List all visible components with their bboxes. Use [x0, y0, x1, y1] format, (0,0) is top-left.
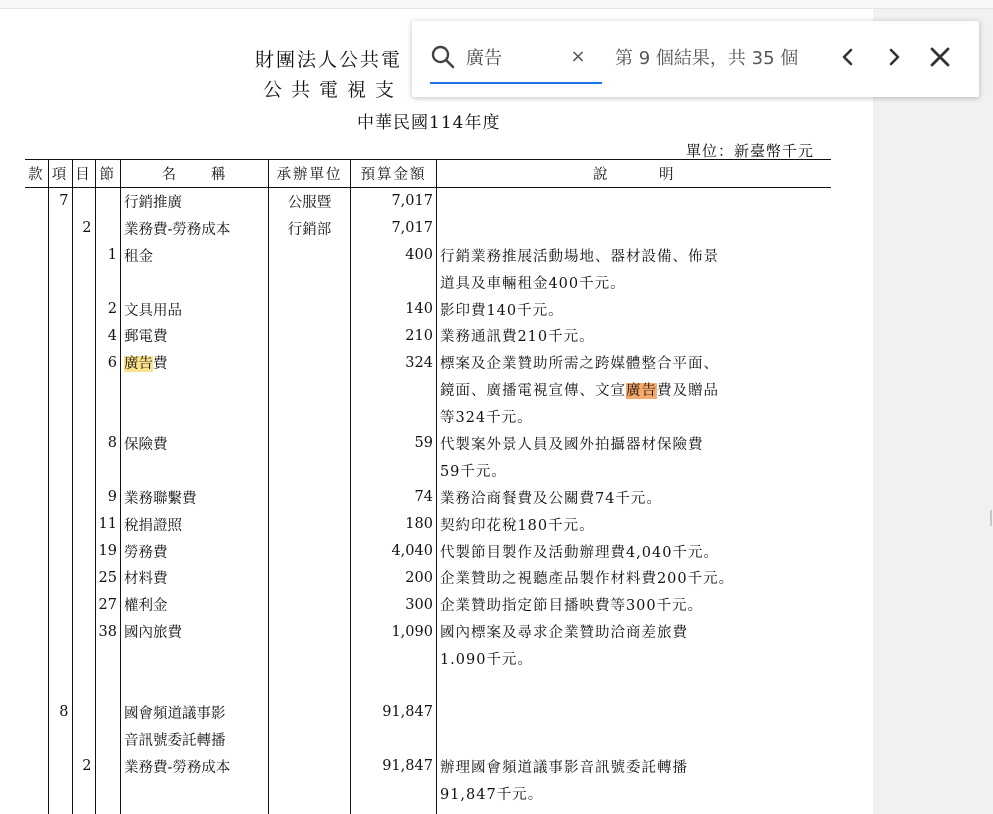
cell-desc: 業務通訊費210千元。	[436, 322, 831, 349]
cell-mu	[72, 242, 95, 269]
cell-jie	[95, 672, 120, 699]
cell-xiang: 8	[48, 699, 72, 726]
cell-jie: 27	[95, 591, 120, 618]
cell-kuan	[25, 726, 48, 753]
cell-name	[120, 403, 268, 430]
cell-amount	[350, 269, 436, 296]
scrollbar-marker[interactable]	[990, 510, 992, 526]
cell-xiang	[48, 430, 72, 457]
cell-desc	[436, 726, 831, 753]
cell-xiang	[48, 457, 72, 484]
cell-mu	[72, 322, 95, 349]
cell-jie: 2	[95, 296, 120, 323]
cell-dept	[268, 403, 350, 430]
budget-table	[25, 159, 831, 814]
cell-kuan	[25, 645, 48, 672]
desc-text: 費及贈品	[656, 383, 719, 400]
header-jie: 節	[95, 160, 120, 188]
cell-desc	[436, 672, 831, 699]
table-row	[25, 538, 831, 565]
cell-xiang	[48, 242, 72, 269]
clear-icon[interactable]: ×	[570, 46, 586, 67]
name-text: 費	[152, 356, 168, 373]
table-row	[25, 457, 831, 484]
cell-kuan	[25, 269, 48, 296]
find-result-count: 第 9 個結果，共 35 個	[615, 48, 799, 69]
doc-title-line2: 公共電視支	[263, 79, 404, 101]
cell-desc: 企業贊助指定節目播映費等300千元。	[436, 591, 831, 618]
find-input-underline	[430, 82, 602, 84]
cell-desc	[436, 806, 831, 814]
table-row	[25, 484, 831, 511]
cell-name	[120, 780, 268, 807]
cell-name	[120, 672, 268, 699]
table-row	[25, 403, 831, 430]
find-input[interactable]	[466, 43, 558, 71]
cell-amount	[350, 645, 436, 672]
cell-kuan	[25, 188, 48, 215]
cell-name: 權利金	[120, 591, 268, 618]
cell-kuan	[25, 591, 48, 618]
cell-dept	[268, 511, 350, 538]
cell-mu	[72, 484, 95, 511]
cell-mu	[72, 296, 95, 323]
cell-dept	[268, 269, 350, 296]
table-row	[25, 564, 831, 591]
right-gutter	[873, 9, 993, 814]
cell-jie	[95, 780, 120, 807]
cell-xiang	[48, 403, 72, 430]
cell-jie: 8	[95, 430, 120, 457]
cell-amount	[350, 780, 436, 807]
search-match-highlight: 廣告	[123, 356, 153, 373]
cell-desc: 道具及車輛租金400千元。	[436, 269, 831, 296]
cell-amount: 300	[350, 591, 436, 618]
pdf-page	[0, 9, 873, 814]
find-bar	[412, 21, 979, 97]
cell-name	[120, 645, 268, 672]
header-xiang: 項	[48, 160, 72, 188]
cell-jie	[95, 753, 120, 780]
cell-xiang	[48, 806, 72, 814]
cell-desc: 標案及企業贊助所需之跨媒體整合平面、	[436, 349, 831, 376]
cell-kuan	[25, 457, 48, 484]
cell-amount: 7,017	[350, 188, 436, 215]
cell-jie: 6	[95, 349, 120, 376]
cell-kuan	[25, 753, 48, 780]
table-row	[25, 269, 831, 296]
cell-kuan	[25, 806, 48, 814]
cell-desc	[436, 699, 831, 726]
cell-xiang	[48, 538, 72, 565]
cell-mu	[72, 349, 95, 376]
cell-mu	[72, 618, 95, 645]
cell-mu	[72, 511, 95, 538]
cell-dept	[268, 618, 350, 645]
cell-dept	[268, 564, 350, 591]
cell-name: 業務費-勞務成本	[120, 215, 268, 242]
cell-kuan	[25, 403, 48, 430]
cell-name: 業務費-勞務成本	[120, 753, 268, 780]
cell-dept: 行銷部	[268, 215, 350, 242]
cell-xiang	[48, 591, 72, 618]
cell-mu	[72, 564, 95, 591]
cell-amount: 4,040	[350, 538, 436, 565]
table-row	[25, 806, 831, 814]
table-row	[25, 242, 831, 269]
cell-jie	[95, 645, 120, 672]
cell-amount: 140	[350, 296, 436, 323]
cell-mu	[72, 376, 95, 403]
cell-name: 郵電費	[120, 322, 268, 349]
cell-mu	[72, 269, 95, 296]
cell-amount	[350, 457, 436, 484]
cell-name: 保險費	[120, 430, 268, 457]
cell-desc: 59千元。	[436, 457, 831, 484]
table-row	[25, 188, 831, 215]
cell-name: 國會頻道議事影	[120, 699, 268, 726]
cell-desc: 91,847千元。	[436, 780, 831, 807]
cell-amount: 324	[350, 349, 436, 376]
cell-dept: 公服暨	[268, 188, 350, 215]
doc-title-line1: 財團法人公共電	[255, 49, 403, 71]
cell-jie	[95, 806, 120, 814]
cell-name	[120, 457, 268, 484]
cell-jie: 11	[95, 511, 120, 538]
table-row	[25, 780, 831, 807]
cell-dept	[268, 457, 350, 484]
cell-amount: 180	[350, 511, 436, 538]
cell-kuan	[25, 376, 48, 403]
cell-xiang	[48, 322, 72, 349]
cell-name: 勞務費	[120, 538, 268, 565]
cell-name: 國內旅費	[120, 618, 268, 645]
table-row	[25, 376, 831, 403]
cell-desc: 業務洽商餐費及公關費74千元。	[436, 484, 831, 511]
cell-mu	[72, 806, 95, 814]
header-amount: 預算金額	[350, 160, 436, 188]
cell-mu: 2	[72, 753, 95, 780]
cell-jie	[95, 188, 120, 215]
cell-dept	[268, 296, 350, 323]
cell-amount: 74	[350, 484, 436, 511]
cell-kuan	[25, 484, 48, 511]
cell-xiang	[48, 296, 72, 323]
cell-mu	[72, 645, 95, 672]
cell-dept	[268, 780, 350, 807]
cell-dept	[268, 753, 350, 780]
cell-desc	[436, 215, 831, 242]
table-row	[25, 645, 831, 672]
cell-amount: 210	[350, 322, 436, 349]
cell-amount	[350, 403, 436, 430]
cell-dept	[268, 726, 350, 753]
chevron-right-icon[interactable]	[878, 41, 910, 73]
cell-jie: 9	[95, 484, 120, 511]
cell-desc: 企業贊助之視聽產品製作材料費200千元。	[436, 564, 831, 591]
table-row	[25, 726, 831, 753]
cell-name	[120, 806, 268, 814]
table-row	[25, 672, 831, 699]
table-row	[25, 322, 831, 349]
cell-xiang	[48, 564, 72, 591]
cell-jie	[95, 726, 120, 753]
cell-mu	[72, 457, 95, 484]
cell-desc: 辦理國會頻道議事影音訊號委託轉播	[436, 753, 831, 780]
cell-amount: 7,017	[350, 215, 436, 242]
cell-xiang	[48, 753, 72, 780]
cell-desc: 影印費140千元。	[436, 296, 831, 323]
cell-desc: 代製案外景人員及國外拍攝器材保險費	[436, 430, 831, 457]
cell-desc	[436, 188, 831, 215]
cell-dept	[268, 322, 350, 349]
cell-jie: 38	[95, 618, 120, 645]
cell-amount	[350, 672, 436, 699]
cell-kuan	[25, 296, 48, 323]
cell-jie	[95, 457, 120, 484]
cell-jie	[95, 215, 120, 242]
current-search-match-highlight: 廣告	[625, 383, 657, 400]
cell-amount	[350, 726, 436, 753]
cell-xiang	[48, 618, 72, 645]
cell-kuan	[25, 215, 48, 242]
cell-jie	[95, 699, 120, 726]
cell-xiang	[48, 511, 72, 538]
cell-name: 業務聯繫費	[120, 484, 268, 511]
cell-xiang	[48, 376, 72, 403]
cell-xiang: 7	[48, 188, 72, 215]
close-icon[interactable]	[924, 41, 956, 73]
cell-mu	[72, 726, 95, 753]
search-icon	[430, 44, 456, 70]
cell-xiang	[48, 269, 72, 296]
cell-mu	[72, 699, 95, 726]
cell-dept	[268, 349, 350, 376]
cell-kuan	[25, 242, 48, 269]
cell-mu	[72, 188, 95, 215]
top-border	[0, 0, 993, 9]
cell-mu: 2	[72, 215, 95, 242]
cell-dept	[268, 376, 350, 403]
table-row	[25, 215, 831, 242]
cell-xiang	[48, 726, 72, 753]
cell-amount: 400	[350, 242, 436, 269]
cell-kuan	[25, 780, 48, 807]
cell-dept	[268, 538, 350, 565]
cell-dept	[268, 806, 350, 814]
cell-amount: 91,847	[350, 753, 436, 780]
cell-dept	[268, 242, 350, 269]
cell-name: 文具用品	[120, 296, 268, 323]
table-row	[25, 511, 831, 538]
cell-kuan	[25, 322, 48, 349]
cell-name: 材料費	[120, 564, 268, 591]
cell-amount: 1,090	[350, 618, 436, 645]
cell-amount: 59	[350, 430, 436, 457]
cell-jie	[95, 403, 120, 430]
cell-mu	[72, 430, 95, 457]
cell-kuan	[25, 349, 48, 376]
cell-kuan	[25, 699, 48, 726]
cell-jie: 25	[95, 564, 120, 591]
cell-mu	[72, 780, 95, 807]
cell-kuan	[25, 538, 48, 565]
cell-name: 租金	[120, 242, 268, 269]
cell-kuan	[25, 618, 48, 645]
table-row	[25, 296, 831, 323]
unit-label: 單位：新臺幣千元	[686, 142, 815, 160]
cell-amount	[350, 806, 436, 814]
cell-dept	[268, 591, 350, 618]
header-kuan: 款	[25, 160, 48, 188]
table-row	[25, 430, 831, 457]
cell-xiang	[48, 645, 72, 672]
cell-desc: 國內標案及尋求企業贊助洽商差旅費	[436, 618, 831, 645]
cell-dept	[268, 484, 350, 511]
cell-xiang	[48, 672, 72, 699]
cell-jie: 19	[95, 538, 120, 565]
cell-name: 稅捐證照	[120, 511, 268, 538]
cell-dept	[268, 645, 350, 672]
cell-desc: 行銷業務推展活動場地、器材設備、佈景	[436, 242, 831, 269]
cell-name	[120, 376, 268, 403]
table-row	[25, 753, 831, 780]
chevron-left-icon[interactable]	[832, 41, 864, 73]
header-name: 名 稱	[120, 160, 268, 188]
cell-desc	[436, 376, 831, 403]
cell-amount: 200	[350, 564, 436, 591]
table-row	[25, 618, 831, 645]
cell-kuan	[25, 511, 48, 538]
cell-dept	[268, 430, 350, 457]
header-desc: 說 明	[436, 160, 831, 188]
cell-desc: 契約印花稅180千元。	[436, 511, 831, 538]
cell-kuan	[25, 564, 48, 591]
cell-dept	[268, 672, 350, 699]
table-header-row	[25, 160, 831, 188]
cell-jie: 4	[95, 322, 120, 349]
cell-jie	[95, 269, 120, 296]
cell-desc: 1.090千元。	[436, 645, 831, 672]
cell-desc: 等324千元。	[436, 403, 831, 430]
cell-mu	[72, 403, 95, 430]
cell-mu	[72, 672, 95, 699]
cell-kuan	[25, 672, 48, 699]
cell-mu	[72, 591, 95, 618]
cell-jie	[95, 376, 120, 403]
header-dept: 承辦單位	[268, 160, 350, 188]
cell-dept	[268, 699, 350, 726]
cell-mu	[72, 538, 95, 565]
cell-name: 行銷推廣	[120, 188, 268, 215]
cell-xiang	[48, 215, 72, 242]
cell-desc: 代製節目製作及活動辦理費4,040千元。	[436, 538, 831, 565]
doc-fiscal-year: 中華民國114年度	[357, 113, 501, 133]
cell-amount	[350, 376, 436, 403]
cell-amount: 91,847	[350, 699, 436, 726]
cell-name: 音訊號委託轉播	[120, 726, 268, 753]
desc-text: 鏡面、廣播電視宣傳、文宣	[439, 383, 626, 400]
cell-name	[120, 349, 268, 376]
table-row	[25, 349, 831, 376]
cell-kuan	[25, 430, 48, 457]
table-row	[25, 699, 831, 726]
header-mu: 目	[72, 160, 95, 188]
cell-xiang	[48, 349, 72, 376]
table-row	[25, 591, 831, 618]
cell-jie: 1	[95, 242, 120, 269]
cell-name	[120, 269, 268, 296]
cell-xiang	[48, 780, 72, 807]
cell-xiang	[48, 484, 72, 511]
